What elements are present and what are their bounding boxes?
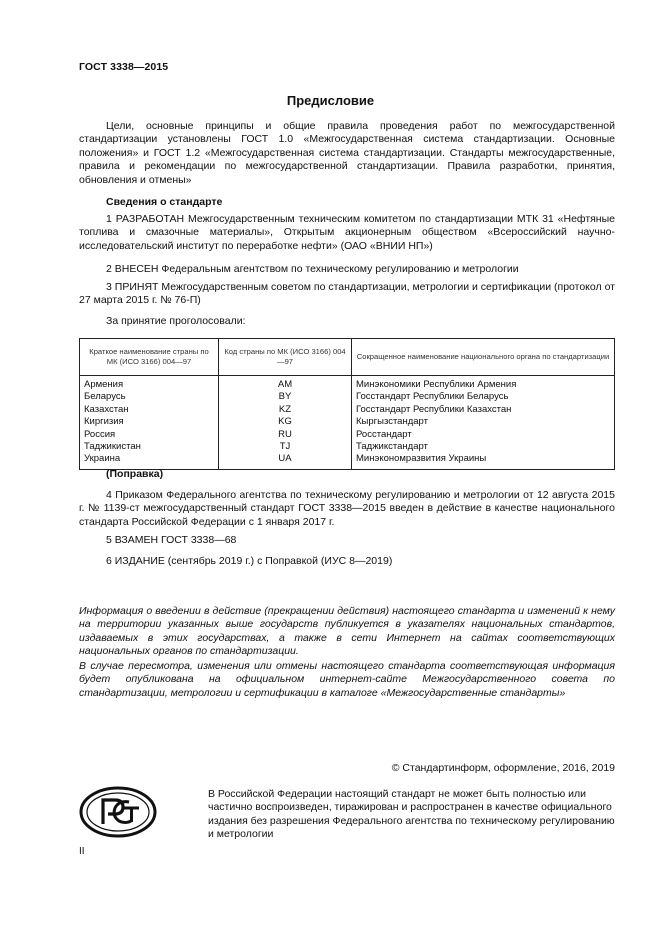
item-3-text: 3 ПРИНЯТ Межгосударственным советом по стандартизации, метрологии и сертификации (протокол от 27 марта 2015 г. № 76-П) [79, 281, 615, 307]
document-code: ГОСТ 3338—2015 [79, 61, 169, 73]
code-cell: AM [219, 376, 352, 392]
info-note-2 [79, 660, 615, 700]
table-row [80, 441, 615, 453]
copyright-line: © Стандартинформ, оформление, 2016, 2019 [391, 762, 615, 774]
body-cell: Госстандарт Республики Казахстан [352, 404, 615, 416]
code-cell: KZ [219, 404, 352, 416]
column-header-country: Краткое наименование страны по МК (ИСО 3166) 004—97 [80, 339, 219, 376]
voted-label: За принятие проголосовали: [106, 315, 246, 327]
country-cell: Украина [80, 453, 219, 469]
column-header-body: Сокращенное наименование национального органа по стандартизации [352, 339, 615, 376]
country-cell: Киргизия [80, 416, 219, 428]
member-states-table [79, 338, 615, 470]
country-cell: Россия [80, 429, 219, 441]
pct-logo-svg [79, 786, 157, 838]
column-header-code: Код страны по МК (ИСО 3166) 004—97 [219, 339, 352, 376]
table-row [80, 404, 615, 416]
code-cell: BY [219, 391, 352, 403]
item-4 [79, 489, 615, 529]
info-note-2-text: В случае пересмотра, изменения или отмены настоящего стандарта соответствующая информация будет опубликована на официальном интернет-сайте Межгосударственного совета по стандартизации, метрологии и сертификации в каталоге «Межгосударственные стандарты» [79, 660, 615, 699]
body-cell: Госстандарт Республики Беларусь [352, 391, 615, 403]
amendment-label: (Поправка) [106, 468, 164, 480]
rights-notice: В Российской Федерации настоящий стандарт не может быть полностью или частично воспроизведен, тиражирован и распространен в качестве официального издания без разрешения Федерального агентства по техническому регулированию и метрологии [208, 788, 615, 841]
item-2-text: 2 ВНЕСЕН Федеральным агентством по техническому регулированию и метрологии [106, 263, 519, 275]
country-cell: Казахстан [80, 404, 219, 416]
table-row [80, 453, 615, 469]
country-cell: Таджикистан [80, 441, 219, 453]
page-title: Предисловие [286, 93, 375, 108]
country-cell: Беларусь [80, 391, 219, 403]
table-row [80, 376, 615, 392]
item-1 [79, 213, 615, 253]
intro-paragraph [79, 120, 615, 187]
table-header-row [80, 339, 615, 376]
item-2 [79, 263, 615, 276]
table-row [80, 429, 615, 441]
table-row [80, 416, 615, 428]
table-row [80, 391, 615, 403]
body-cell: Росстандарт [352, 429, 615, 441]
info-note-1 [79, 605, 615, 659]
code-cell: RU [219, 429, 352, 441]
code-cell: UA [219, 453, 352, 469]
info-heading: Сведения о стандарте [106, 196, 223, 208]
pct-logo-icon [79, 786, 157, 838]
body-cell: Таджикстандарт [352, 441, 615, 453]
item-4-text: 4 Приказом Федерального агентства по техническому регулированию и метрологии от 12 августа 2015 г. № 1139-ст межгосударственный стандарт ГОСТ 3338—2015 введен в действие в качестве национального стандарта Российской Федерации с 1 января 2017 г. [79, 489, 615, 528]
body-cell: Минэкономики Республики Армения [352, 376, 615, 392]
item-3 [79, 281, 615, 308]
item-5: 5 ВЗАМЕН ГОСТ 3338—68 [106, 534, 237, 546]
code-cell: TJ [219, 441, 352, 453]
code-cell: KG [219, 416, 352, 428]
intro-text: Цели, основные принципы и общие правила проведения работ по межгосударственной стандартизации установлены ГОСТ 1.0 «Межгосударственная система стандартизации. Основные положения» и ГОСТ 1.2 «Межгосударственная система стандартизации. Стандарты межгосударственные, правила и рекомендации по межгосударственной стандартизации. Правила разработки, принятия, обновления и отмены» [79, 120, 615, 186]
info-note-1-text: Информация о введении в действие (прекращении действия) настоящего стандарта и изменений к нему на территории указанных выше государств публикуется в указателях национальных стандартов, издаваемых в этих государствах, а также в сети Интернет на сайтах соответствующих национальных органов по стандартизации. [79, 605, 615, 658]
item-1-text: 1 РАЗРАБОТАН Межгосударственным техническим комитетом по стандартизации МТК 31 «Нефтяные топлива и смазочные материалы», Открытым акционерным обществом «Всероссийский научно-исследовательский институт по переработке нефти» (ОАО «ВНИИ НП») [79, 213, 615, 252]
country-cell: Армения [80, 376, 219, 392]
item-6: 6 ИЗДАНИЕ (сентябрь 2019 г.) с Поправкой (ИУС 8—2019) [106, 555, 393, 567]
body-cell: Минэкономразвития Украины [352, 453, 615, 469]
body-cell: Кыргызстандарт [352, 416, 615, 428]
page-number: II [79, 846, 85, 857]
